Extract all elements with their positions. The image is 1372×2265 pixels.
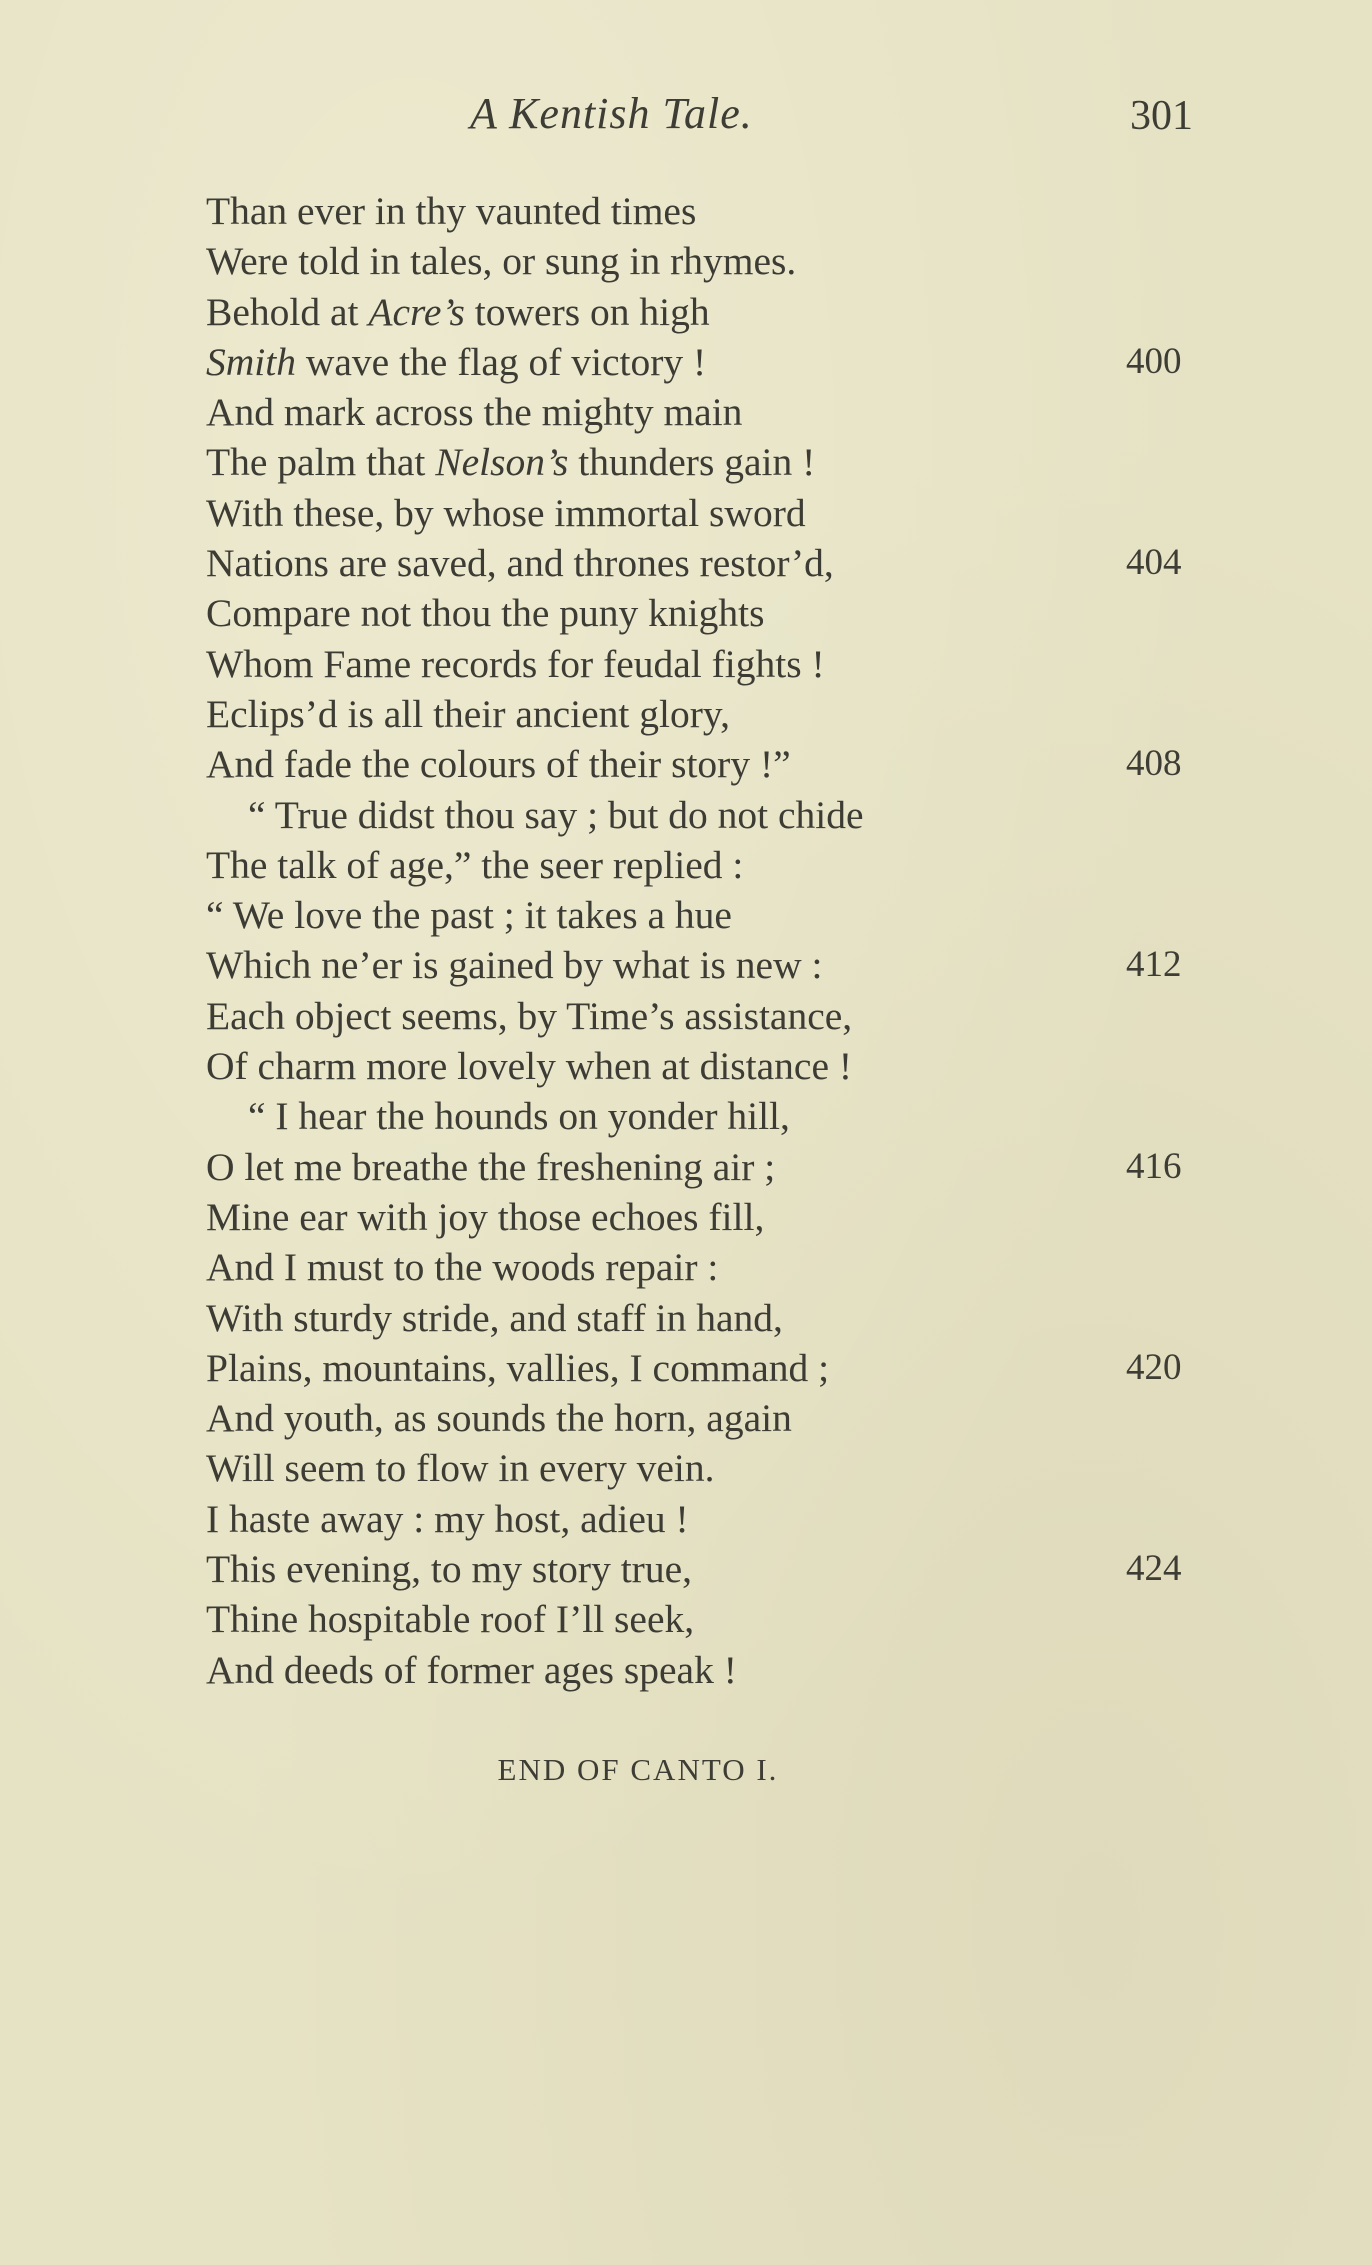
verse-line — [206, 1192, 1206, 1242]
verse-text: Thine hospitable roof I’ll seek, — [206, 1597, 695, 1642]
verse-line — [206, 287, 1206, 337]
verse-text: towers on high — [464, 289, 710, 334]
verse-line — [206, 1494, 1206, 1544]
verse-line — [206, 488, 1206, 538]
page-number: 301 — [1130, 93, 1193, 139]
verse-text: “ True didst thou say ; but do not chide — [248, 792, 864, 837]
verse-italic-text: Smith — [206, 339, 296, 384]
end-of-canto — [0, 1752, 1372, 1788]
verse-text: Which ne’er is gained by what is new : — [206, 943, 823, 988]
verse-line — [206, 639, 1206, 689]
line-number: 404 — [1126, 542, 1182, 584]
verse-line — [206, 890, 1206, 940]
verse-text: Nations are saved, and thrones restor’d, — [206, 541, 834, 586]
verse-text: Each object seems, by Time’s assistance, — [206, 993, 853, 1038]
verse-text: “ We love the past ; it takes a hue — [206, 893, 732, 938]
verse-line — [206, 1041, 1206, 1091]
poem-body — [206, 186, 1206, 1695]
verse-text: wave the flag of victory ! — [295, 339, 707, 384]
verse-line — [206, 588, 1206, 638]
verse-line — [206, 186, 1206, 236]
verse-text: This evening, to my story true, — [206, 1547, 692, 1592]
verse-line — [206, 1645, 1206, 1695]
verse-text: And mark across the mighty main — [206, 390, 743, 435]
verse-line — [206, 1343, 1206, 1393]
verse-text: O let me breathe the freshening air ; — [206, 1144, 776, 1189]
line-number: 412 — [1126, 944, 1182, 986]
verse-line — [206, 790, 1206, 840]
verse-line — [206, 1443, 1206, 1493]
running-title: A Kentish Tale. — [470, 89, 753, 138]
verse-text: Whom Fame records for feudal fights ! — [206, 641, 825, 686]
verse-line — [206, 538, 1206, 588]
verse-line — [206, 1544, 1206, 1594]
verse-text: “ I hear the hounds on yonder hill, — [248, 1094, 790, 1139]
line-number: 420 — [1126, 1346, 1182, 1388]
verse-text: With sturdy stride, and staff in hand, — [206, 1295, 783, 1340]
verse-line — [206, 1293, 1206, 1343]
verse-text: Behold at — [206, 289, 369, 334]
verse-line — [206, 940, 1206, 990]
end-of-canto-text: END OF CANTO I. — [497, 1752, 779, 1787]
verse-text: Eclips’d is all their ancient glory, — [206, 691, 730, 736]
verse-text: Plains, mountains, vallies, I command ; — [206, 1345, 830, 1390]
verse-text: Mine ear with joy those echoes fill, — [206, 1194, 765, 1239]
verse-line — [206, 1091, 1206, 1141]
verse-line — [206, 739, 1206, 789]
verse-line — [206, 236, 1206, 286]
verse-line — [206, 689, 1206, 739]
verse-italic-text: Acre’s — [368, 289, 465, 334]
line-number: 424 — [1126, 1548, 1182, 1590]
verse-text: Compare not thou the puny knights — [206, 591, 765, 636]
running-head — [0, 88, 1372, 148]
verse-line — [206, 437, 1206, 487]
verse-line — [206, 840, 1206, 890]
verse-line — [206, 1594, 1206, 1644]
verse-text: Will seem to flow in every vein. — [206, 1446, 715, 1491]
verse-line — [206, 337, 1206, 387]
verse-text: And youth, as sounds the horn, again — [206, 1396, 792, 1441]
verse-text: thunders gain ! — [568, 440, 816, 485]
verse-text: And fade the colours of their story !” — [206, 742, 791, 787]
line-number: 400 — [1126, 340, 1182, 382]
verse-line — [206, 1242, 1206, 1292]
verse-italic-text: Nelson’s — [435, 440, 569, 485]
verse-text: The talk of age,” the seer replied : — [206, 842, 744, 887]
verse-line — [206, 991, 1206, 1041]
line-number: 408 — [1126, 743, 1182, 785]
verse-line — [206, 1393, 1206, 1443]
verse-text: And deeds of former ages speak ! — [206, 1647, 737, 1692]
verse-text: And I must to the woods repair : — [206, 1245, 719, 1290]
verse-text: Were told in tales, or sung in rhymes. — [206, 239, 797, 284]
verse-line — [206, 1142, 1206, 1192]
verse-line — [206, 387, 1206, 437]
verse-text: With these, by whose immortal sword — [206, 490, 806, 535]
line-number: 416 — [1126, 1145, 1182, 1187]
verse-text: The palm that — [206, 440, 436, 485]
verse-text: Of charm more lovely when at distance ! — [206, 1044, 853, 1089]
verse-text: I haste away : my host, adieu ! — [206, 1496, 689, 1541]
verse-text: Than ever in thy vaunted times — [206, 189, 697, 233]
